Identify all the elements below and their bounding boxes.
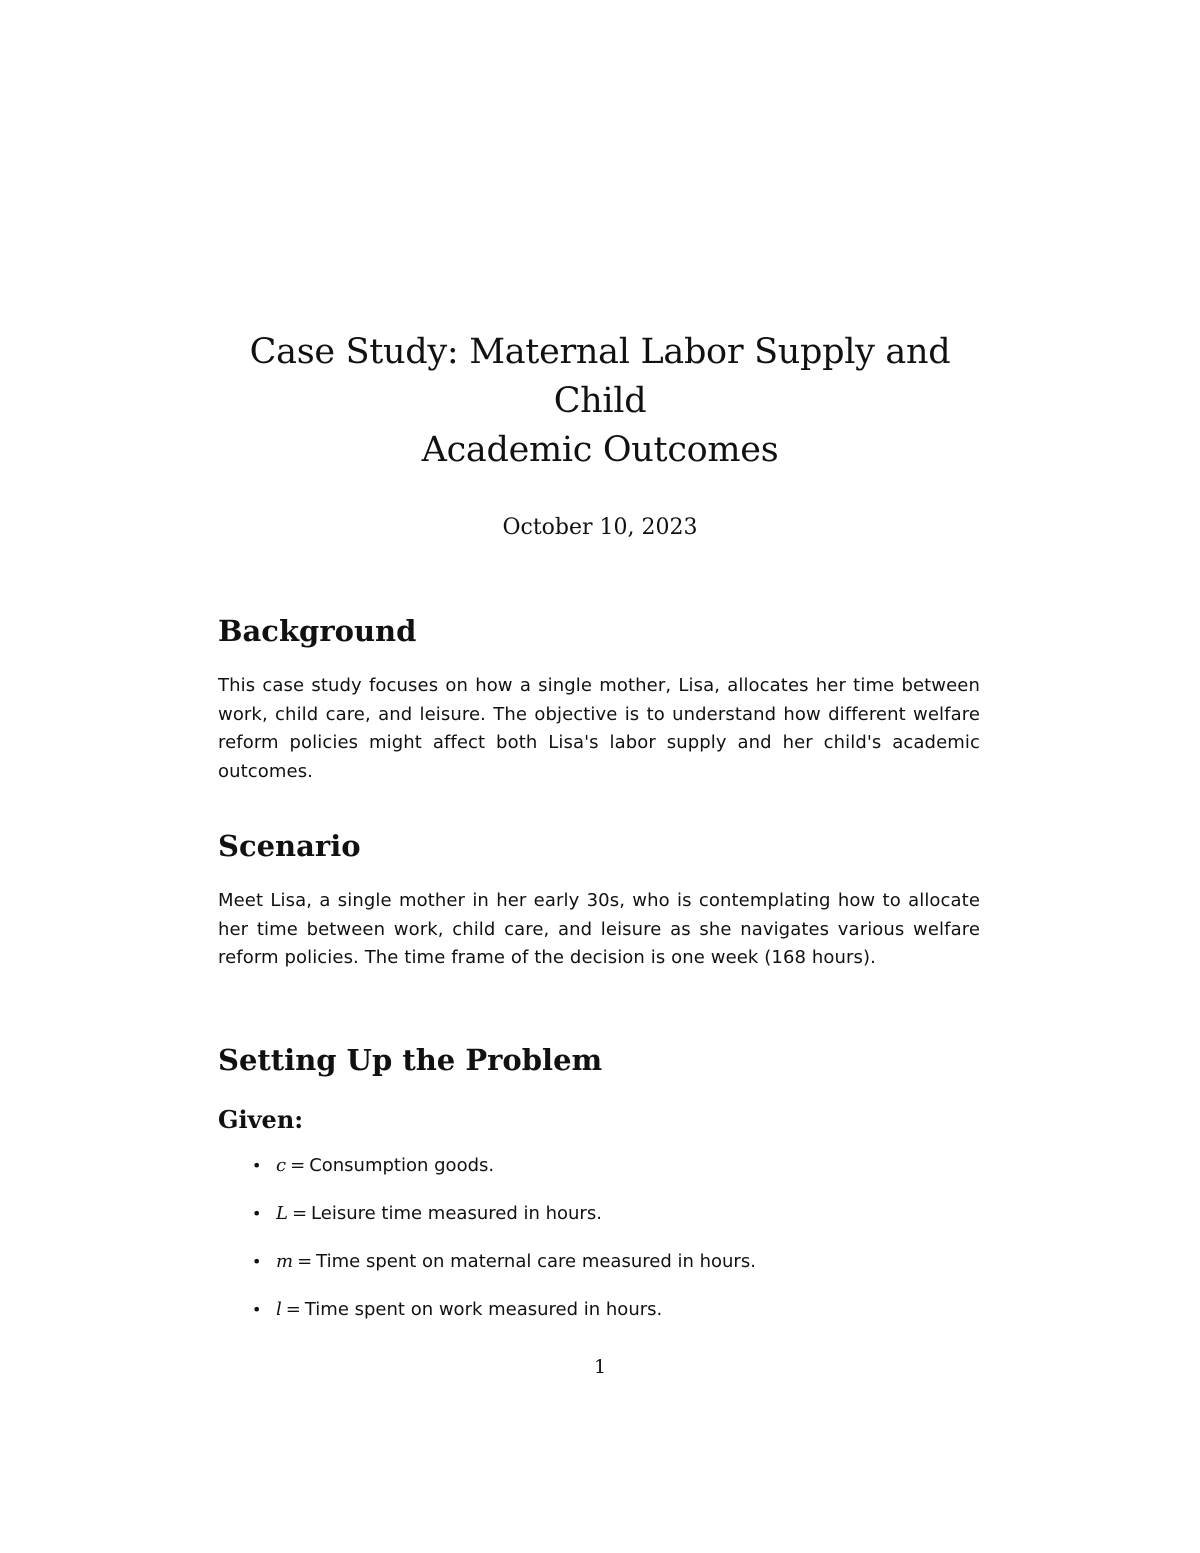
document-date: October 10, 2023 — [502, 515, 698, 540]
list-item — [248, 1200, 978, 1248]
background-paragraph: This case study focuses on how a single mother, Lisa, allocates her time between work, child care, and leisure. The objective is to understand how different welfare reform policies might affect both Lisa's labor supply and her child's academic outcomes. — [218, 675, 980, 782]
variable-description: Consumption goods. — [309, 1155, 495, 1176]
scenario-paragraph: Meet Lisa, a single mother in her early 30s, who is contemplating how to allocate her time between work, child care, and leisure as she navigates various welfare reform policies. The time frame of the decision is one week (168 hours). — [218, 890, 980, 968]
title-line-2: Academic Outcomes — [421, 430, 779, 470]
document-title — [200, 328, 1000, 475]
variable-symbol: c — [276, 1155, 287, 1176]
equals-sign: = — [285, 1299, 301, 1320]
list-item — [248, 1152, 978, 1200]
variable-symbol: L — [276, 1203, 288, 1224]
variable-symbol: l — [276, 1299, 282, 1320]
scenario-heading: Scenario — [218, 829, 361, 863]
page-number: 1 — [593, 1356, 607, 1378]
list-item — [248, 1296, 978, 1344]
bullet-icon: • — [252, 1156, 262, 1175]
list-item — [248, 1248, 978, 1296]
bullet-icon: • — [252, 1204, 262, 1223]
variable-symbol: m — [276, 1251, 294, 1272]
setup-heading: Setting Up the Problem — [218, 1043, 603, 1077]
variable-list — [248, 1152, 978, 1344]
title-line-1: Case Study: Maternal Labor Supply and Child — [249, 332, 951, 421]
variable-description: Time spent on work measured in hours. — [304, 1299, 663, 1320]
variable-description: Leisure time measured in hours. — [311, 1203, 602, 1224]
background-heading: Background — [218, 614, 417, 648]
equals-sign: = — [291, 1203, 308, 1224]
equals-sign: = — [290, 1155, 306, 1176]
given-heading: Given: — [218, 1105, 304, 1134]
bullet-icon: • — [252, 1252, 262, 1271]
equals-sign: = — [297, 1251, 313, 1272]
bullet-icon: • — [252, 1300, 262, 1319]
variable-description: Time spent on maternal care measured in hours. — [316, 1251, 756, 1272]
